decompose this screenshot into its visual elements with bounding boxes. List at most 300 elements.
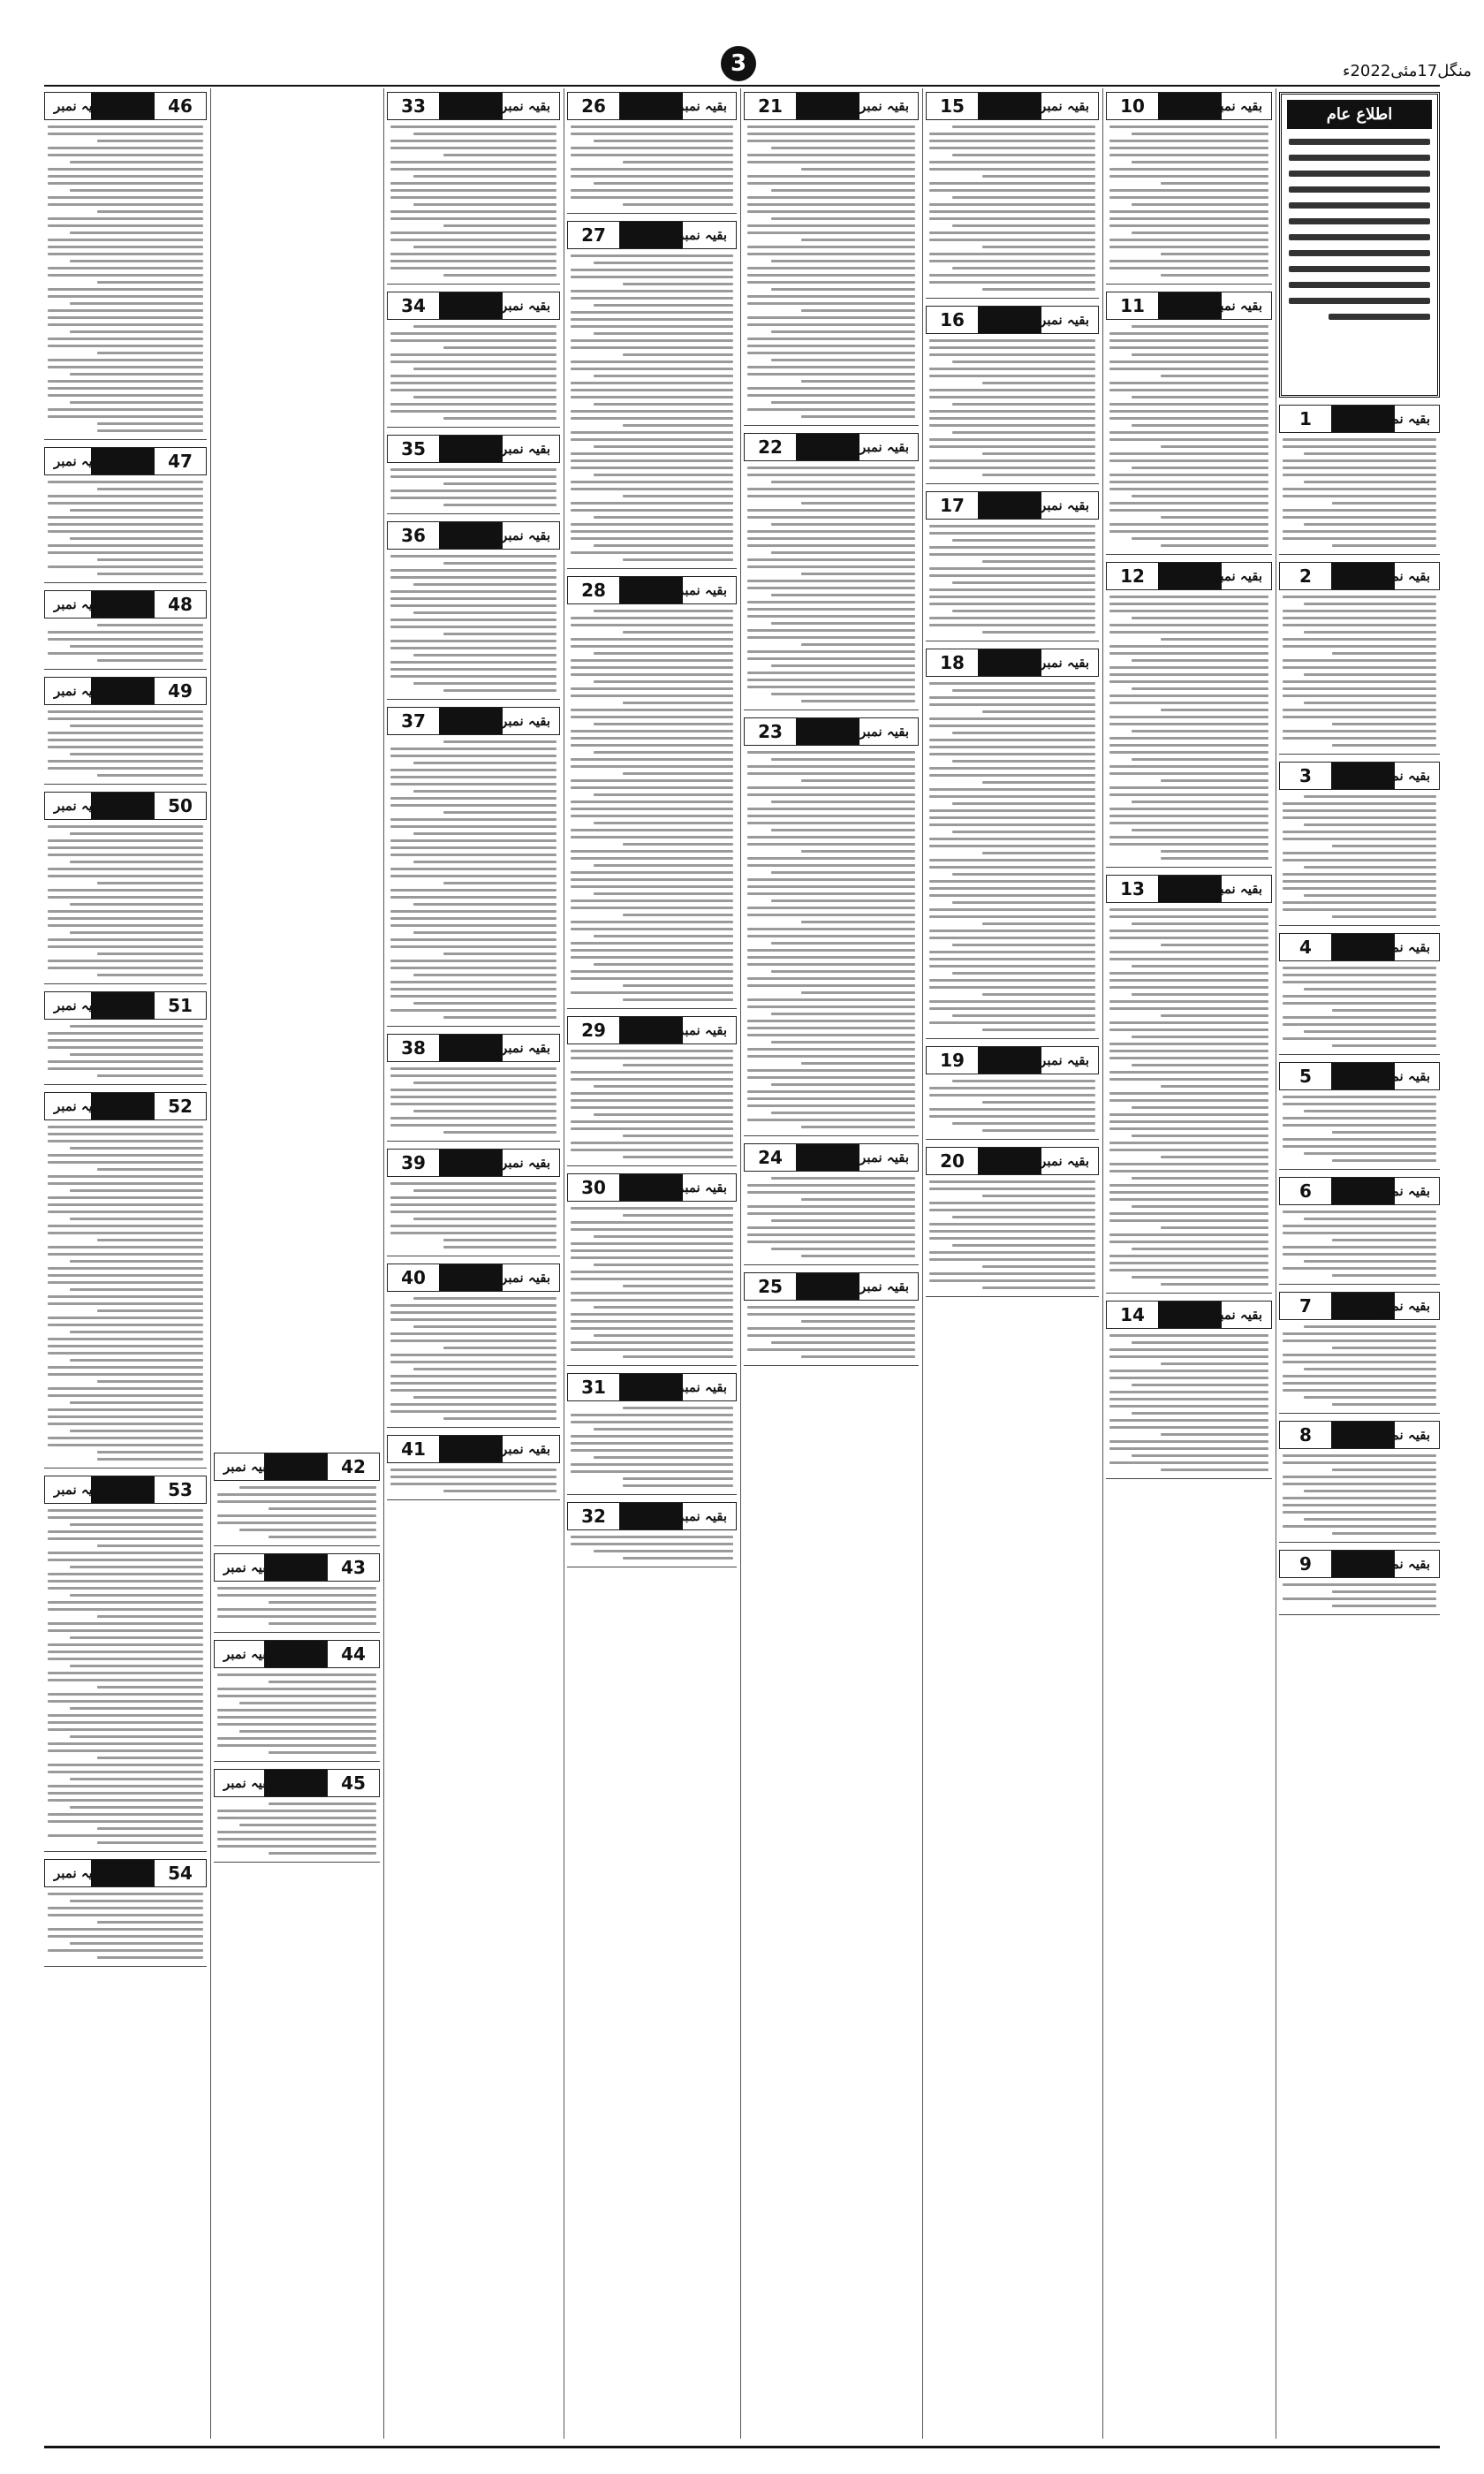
continuation-number: 31 <box>581 1377 606 1398</box>
continuation-article <box>1279 1550 1440 1615</box>
continuation-header <box>567 1373 737 1401</box>
continuation-number: 24 <box>758 1147 783 1168</box>
continuation-number: 4 <box>1299 937 1312 958</box>
continuation-number: 53 <box>168 1479 193 1500</box>
continuation-article <box>926 491 1099 641</box>
header-black-bar <box>439 708 503 734</box>
continuation-article <box>1279 405 1440 555</box>
header-black-bar <box>978 93 1041 119</box>
continuation-article <box>44 792 207 984</box>
continuation-number: 49 <box>168 680 193 702</box>
header-black-bar <box>439 1035 503 1061</box>
continuation-article <box>387 1264 560 1428</box>
article-text <box>747 1177 915 1257</box>
continuation-label: بقیہ نمبر <box>1381 1427 1430 1443</box>
continuation-label: بقیہ نمبر <box>1040 312 1089 328</box>
continuation-article <box>1279 1177 1440 1285</box>
article-text <box>1283 596 1436 747</box>
continuation-header <box>44 677 207 705</box>
article-text <box>929 1180 1095 1289</box>
article-text <box>1283 1583 1436 1607</box>
continuation-label: بقیہ نمبر <box>1213 98 1262 114</box>
article-text <box>390 555 556 692</box>
continuation-header <box>387 707 560 735</box>
continuation-article <box>387 92 560 285</box>
continuation-number: 14 <box>1120 1304 1145 1325</box>
continuation-header <box>744 1272 919 1301</box>
header-black-bar <box>439 522 503 549</box>
continuation-article <box>926 1046 1099 1140</box>
continuation-header <box>1279 1292 1440 1320</box>
column-8 <box>44 88 207 2439</box>
article-text <box>217 1587 376 1625</box>
continuation-label: بقیہ نمبر <box>1381 1298 1430 1314</box>
header-black-bar <box>796 718 859 745</box>
continuation-label: بقیہ نمبر <box>501 1270 550 1286</box>
article-text <box>1109 125 1268 277</box>
continuation-label: بقیہ نمبر <box>223 1775 273 1791</box>
header-black-bar <box>439 436 503 462</box>
continuation-number: 32 <box>581 1506 606 1527</box>
continuation-header <box>1106 1301 1272 1329</box>
continuation-header <box>926 92 1099 120</box>
article-text <box>48 481 203 575</box>
public-notice-box <box>1279 92 1440 398</box>
continuation-number: 19 <box>940 1050 965 1071</box>
article-text <box>390 1468 556 1492</box>
continuation-number: 15 <box>940 95 965 117</box>
continuation-label: بقیہ نمبر <box>859 724 909 740</box>
article-text <box>571 1407 733 1487</box>
continuation-header <box>44 1476 207 1504</box>
column-3 <box>926 88 1099 2439</box>
continuation-number: 7 <box>1299 1295 1312 1317</box>
article-text <box>747 1306 915 1358</box>
header-rule <box>44 85 1440 87</box>
continuation-label: بقیہ نمبر <box>501 1441 550 1457</box>
continuation-article <box>387 1034 560 1142</box>
continuation-label: بقیہ نمبر <box>1381 1556 1430 1572</box>
continuation-label: بقیہ نمبر <box>678 1379 727 1395</box>
continuation-label: بقیہ نمبر <box>223 1646 273 1662</box>
continuation-number: 18 <box>940 652 965 673</box>
header-black-bar <box>264 1554 328 1581</box>
continuation-number: 40 <box>401 1267 426 1288</box>
continuation-header <box>926 491 1099 520</box>
continuation-header <box>1279 405 1440 433</box>
continuation-number: 42 <box>341 1456 366 1477</box>
continuation-number: 41 <box>401 1438 426 1460</box>
continuation-label: بقیہ نمبر <box>678 582 727 598</box>
continuation-number: 44 <box>341 1643 366 1665</box>
continuation-article <box>1106 562 1272 868</box>
header-black-bar <box>439 1264 503 1291</box>
continuation-number: 28 <box>581 580 606 601</box>
continuation-label: بقیہ نمبر <box>54 453 103 469</box>
article-text <box>217 1802 376 1855</box>
continuation-article <box>926 649 1099 1039</box>
continuation-number: 43 <box>341 1557 366 1578</box>
continuation-number: 8 <box>1299 1424 1312 1446</box>
continuation-number: 39 <box>401 1152 426 1173</box>
continuation-article <box>567 1016 737 1166</box>
continuation-number: 48 <box>168 594 193 615</box>
continuation-article <box>744 92 919 426</box>
article-text <box>571 1207 733 1358</box>
continuation-article <box>1106 92 1272 285</box>
header-black-bar <box>264 1770 328 1796</box>
column-2 <box>1106 88 1272 2439</box>
continuation-article <box>387 1149 560 1256</box>
continuation-article <box>387 1435 560 1500</box>
continuation-label: بقیہ نمبر <box>54 1865 103 1881</box>
continuation-article <box>744 1272 919 1366</box>
continuation-article <box>567 576 737 1009</box>
continuation-label: بقیہ نمبر <box>1381 768 1430 784</box>
continuation-label: بقیہ نمبر <box>501 98 550 114</box>
continuation-number: 22 <box>758 436 783 458</box>
continuation-article <box>926 92 1099 299</box>
continuation-number: 25 <box>758 1276 783 1297</box>
article-text <box>929 339 1095 476</box>
continuation-number: 33 <box>401 95 426 117</box>
continuation-number: 1 <box>1299 408 1312 429</box>
article-text <box>217 1486 376 1538</box>
continuation-number: 38 <box>401 1037 426 1059</box>
header-black-bar <box>978 307 1041 333</box>
header-black-bar <box>619 1174 683 1201</box>
continuation-header <box>926 1147 1099 1175</box>
article-text <box>1109 596 1268 860</box>
continuation-number: 5 <box>1299 1066 1312 1087</box>
public-notice-body <box>1287 139 1432 320</box>
header-black-bar <box>619 93 683 119</box>
continuation-number: 30 <box>581 1177 606 1198</box>
continuation-header <box>926 306 1099 334</box>
continuation-article <box>44 1859 207 1967</box>
public-notice-title: اطلاع عام <box>1287 100 1432 129</box>
header-black-bar <box>264 1641 328 1667</box>
continuation-article <box>1106 875 1272 1294</box>
article-text <box>1283 1210 1436 1277</box>
continuation-label: بقیہ نمبر <box>501 713 550 729</box>
header-black-bar <box>439 1436 503 1462</box>
article-text <box>1283 438 1436 547</box>
header-black-bar <box>619 577 683 603</box>
issue-date: منگل17مئی2022ء <box>1343 62 1472 80</box>
continuation-label: بقیہ نمبر <box>678 98 727 114</box>
column-5 <box>567 88 737 2439</box>
continuation-article <box>744 717 919 1136</box>
column-6 <box>387 88 560 2439</box>
article-text <box>571 1050 733 1158</box>
continuation-header <box>214 1553 380 1582</box>
continuation-number: 10 <box>1120 95 1145 117</box>
article-text <box>390 1182 556 1248</box>
continuation-header <box>1279 562 1440 590</box>
continuation-label: بقیہ نمبر <box>54 1098 103 1114</box>
continuation-header <box>1279 1421 1440 1449</box>
continuation-number: 29 <box>581 1020 606 1041</box>
continuation-number: 51 <box>168 995 193 1016</box>
header-black-bar <box>264 1453 328 1480</box>
column-divider <box>210 88 211 2439</box>
article-text <box>1283 1325 1436 1406</box>
continuation-article <box>44 991 207 1085</box>
article-text <box>747 751 915 1128</box>
continuation-label: بقیہ نمبر <box>1213 298 1262 314</box>
article-text <box>390 325 556 420</box>
continuation-article <box>744 433 919 710</box>
continuation-header <box>387 521 560 550</box>
article-text <box>1109 325 1268 547</box>
header-black-bar <box>439 292 503 319</box>
article-text <box>1283 1454 1436 1535</box>
continuation-article <box>1106 292 1272 555</box>
continuation-header <box>1106 875 1272 903</box>
continuation-article <box>567 1173 737 1366</box>
header-black-bar <box>978 1148 1041 1174</box>
continuation-number: 2 <box>1299 565 1312 587</box>
article-text <box>48 125 203 432</box>
continuation-header <box>1106 92 1272 120</box>
continuation-article <box>1106 1301 1272 1479</box>
article-text <box>747 467 915 702</box>
continuation-article <box>926 1147 1099 1297</box>
continuation-article <box>1279 1421 1440 1543</box>
continuation-header <box>1279 762 1440 790</box>
continuation-header <box>567 221 737 249</box>
continuation-label: بقیہ نمبر <box>1381 568 1430 584</box>
continuation-article <box>1279 1062 1440 1170</box>
continuation-number: 54 <box>168 1863 193 1884</box>
page-number-badge: 3 <box>721 46 756 81</box>
column-4 <box>744 88 919 2439</box>
continuation-header <box>387 1149 560 1177</box>
continuation-number: 34 <box>401 295 426 316</box>
continuation-number: 37 <box>401 710 426 732</box>
continuation-number: 27 <box>581 224 606 246</box>
continuation-label: بقیہ نمبر <box>1213 1307 1262 1323</box>
article-text <box>48 624 203 662</box>
article-text <box>1283 967 1436 1047</box>
continuation-label: بقیہ نمبر <box>1040 497 1089 513</box>
article-text <box>571 1536 733 1560</box>
continuation-header <box>44 92 207 120</box>
continuation-header <box>387 1435 560 1463</box>
continuation-label: بقیہ نمبر <box>501 527 550 543</box>
continuation-header <box>926 1046 1099 1074</box>
article-text <box>390 740 556 1019</box>
continuation-header <box>44 1092 207 1120</box>
header-black-bar <box>978 1047 1041 1074</box>
continuation-label: بقیہ نمبر <box>1213 881 1262 897</box>
continuation-number: 23 <box>758 721 783 742</box>
header-black-bar <box>439 93 503 119</box>
continuation-article <box>44 590 207 670</box>
continuation-header <box>214 1453 380 1481</box>
article-text <box>390 1297 556 1420</box>
article-text <box>1109 908 1268 1286</box>
continuation-number: 16 <box>940 309 965 330</box>
continuation-article <box>387 292 560 428</box>
footer-rule <box>44 2446 1440 2448</box>
continuation-label: بقیہ نمبر <box>501 1155 550 1171</box>
header-black-bar <box>619 222 683 248</box>
header-black-bar <box>796 1273 859 1300</box>
continuation-header <box>387 1264 560 1292</box>
article-text <box>1283 1096 1436 1162</box>
continuation-label: بقیہ نمبر <box>678 227 727 243</box>
continuation-number: 13 <box>1120 878 1145 899</box>
continuation-article <box>926 306 1099 484</box>
continuation-header <box>214 1769 380 1797</box>
continuation-article <box>387 435 560 514</box>
continuation-number: 46 <box>168 95 193 117</box>
continuation-header <box>567 576 737 604</box>
continuation-article <box>214 1640 380 1762</box>
continuation-number: 35 <box>401 438 426 459</box>
continuation-article <box>44 1092 207 1468</box>
continuation-header <box>387 292 560 320</box>
continuation-label: بقیہ نمبر <box>223 1459 273 1475</box>
continuation-number: 36 <box>401 525 426 546</box>
article-text <box>929 1080 1095 1132</box>
continuation-label: بقیہ نمبر <box>54 798 103 814</box>
continuation-label: بقیہ نمبر <box>54 596 103 612</box>
continuation-number: 26 <box>581 95 606 117</box>
continuation-article <box>1279 1292 1440 1414</box>
continuation-header <box>744 717 919 746</box>
continuation-header <box>567 92 737 120</box>
continuation-header <box>387 92 560 120</box>
continuation-article <box>1279 933 1440 1055</box>
continuation-header <box>44 447 207 475</box>
continuation-number: 12 <box>1120 565 1145 587</box>
continuation-label: بقیہ نمبر <box>678 1022 727 1038</box>
continuation-label: بقیہ نمبر <box>859 1150 909 1165</box>
continuation-header <box>744 92 919 120</box>
column-divider <box>383 88 384 2439</box>
column-7 <box>214 1449 380 2439</box>
continuation-header <box>44 590 207 618</box>
header-black-bar <box>619 1503 683 1529</box>
continuation-article <box>44 447 207 583</box>
continuation-label: بقیہ نمبر <box>1040 1153 1089 1169</box>
continuation-header <box>1106 562 1272 590</box>
continuation-number: 45 <box>341 1772 366 1794</box>
header-black-bar <box>619 1374 683 1400</box>
continuation-article <box>387 707 560 1027</box>
continuation-label: بقیہ نمبر <box>859 439 909 455</box>
article-text <box>48 1893 203 1959</box>
header-black-bar <box>796 1144 859 1171</box>
continuation-label: بقیہ نمبر <box>1381 411 1430 427</box>
header-black-bar <box>796 93 859 119</box>
continuation-article <box>44 92 207 440</box>
continuation-header <box>214 1640 380 1668</box>
continuation-label: بقیہ نمبر <box>501 1040 550 1056</box>
continuation-number: 20 <box>940 1150 965 1172</box>
continuation-article <box>567 1502 737 1567</box>
header-black-bar <box>978 649 1041 676</box>
continuation-label: بقیہ نمبر <box>223 1560 273 1575</box>
continuation-number: 50 <box>168 795 193 816</box>
continuation-header <box>44 1859 207 1887</box>
continuation-header <box>1279 1550 1440 1578</box>
continuation-label: بقیہ نمبر <box>1381 939 1430 955</box>
continuation-label: بقیہ نمبر <box>1381 1183 1430 1199</box>
continuation-number: 21 <box>758 95 783 117</box>
header-black-bar <box>796 434 859 460</box>
article-text <box>929 525 1095 634</box>
continuation-article <box>567 221 737 569</box>
continuation-header <box>744 1143 919 1172</box>
continuation-header <box>1279 1062 1440 1090</box>
continuation-header <box>1106 292 1272 320</box>
header-black-bar <box>619 1017 683 1043</box>
continuation-header <box>1279 933 1440 961</box>
continuation-article <box>567 1373 737 1495</box>
continuation-number: 52 <box>168 1096 193 1117</box>
continuation-number: 3 <box>1299 765 1312 786</box>
continuation-number: 47 <box>168 451 193 472</box>
continuation-label: بقیہ نمبر <box>1381 1068 1430 1084</box>
article-text <box>390 468 556 506</box>
continuation-label: بقیہ نمبر <box>54 1482 103 1498</box>
column-divider <box>1102 88 1103 2439</box>
continuation-article <box>1279 562 1440 755</box>
article-text <box>571 610 733 1001</box>
continuation-article <box>744 1143 919 1265</box>
continuation-article <box>44 677 207 785</box>
column-divider <box>740 88 741 2439</box>
continuation-number: 9 <box>1299 1553 1312 1575</box>
continuation-header <box>387 1034 560 1062</box>
continuation-header <box>926 649 1099 677</box>
article-text <box>48 825 203 976</box>
continuation-header <box>44 792 207 820</box>
article-text <box>48 710 203 777</box>
continuation-article <box>214 1453 380 1546</box>
continuation-number: 11 <box>1120 295 1145 316</box>
article-text <box>571 125 733 206</box>
continuation-article <box>214 1553 380 1633</box>
article-text <box>1109 1334 1268 1471</box>
continuation-label: بقیہ نمبر <box>54 683 103 699</box>
header-black-bar <box>978 492 1041 519</box>
continuation-header <box>1279 1177 1440 1205</box>
continuation-header <box>744 433 919 461</box>
continuation-label: بقیہ نمبر <box>1040 1052 1089 1068</box>
column-1 <box>1279 401 1440 2439</box>
continuation-label: بقیہ نمبر <box>678 1180 727 1195</box>
continuation-header <box>567 1173 737 1202</box>
column-divider <box>922 88 923 2439</box>
continuation-article <box>387 521 560 700</box>
article-text <box>929 125 1095 291</box>
continuation-header <box>567 1016 737 1044</box>
continuation-label: بقیہ نمبر <box>1040 98 1089 114</box>
article-text <box>48 1025 203 1077</box>
header-black-bar <box>439 1150 503 1176</box>
article-text <box>390 1067 556 1134</box>
continuation-label: بقیہ نمبر <box>501 441 550 457</box>
article-text <box>747 125 915 418</box>
continuation-label: بقیہ نمبر <box>1040 655 1089 671</box>
continuation-label: بقیہ نمبر <box>859 98 909 114</box>
continuation-label: بقیہ نمبر <box>678 1508 727 1524</box>
